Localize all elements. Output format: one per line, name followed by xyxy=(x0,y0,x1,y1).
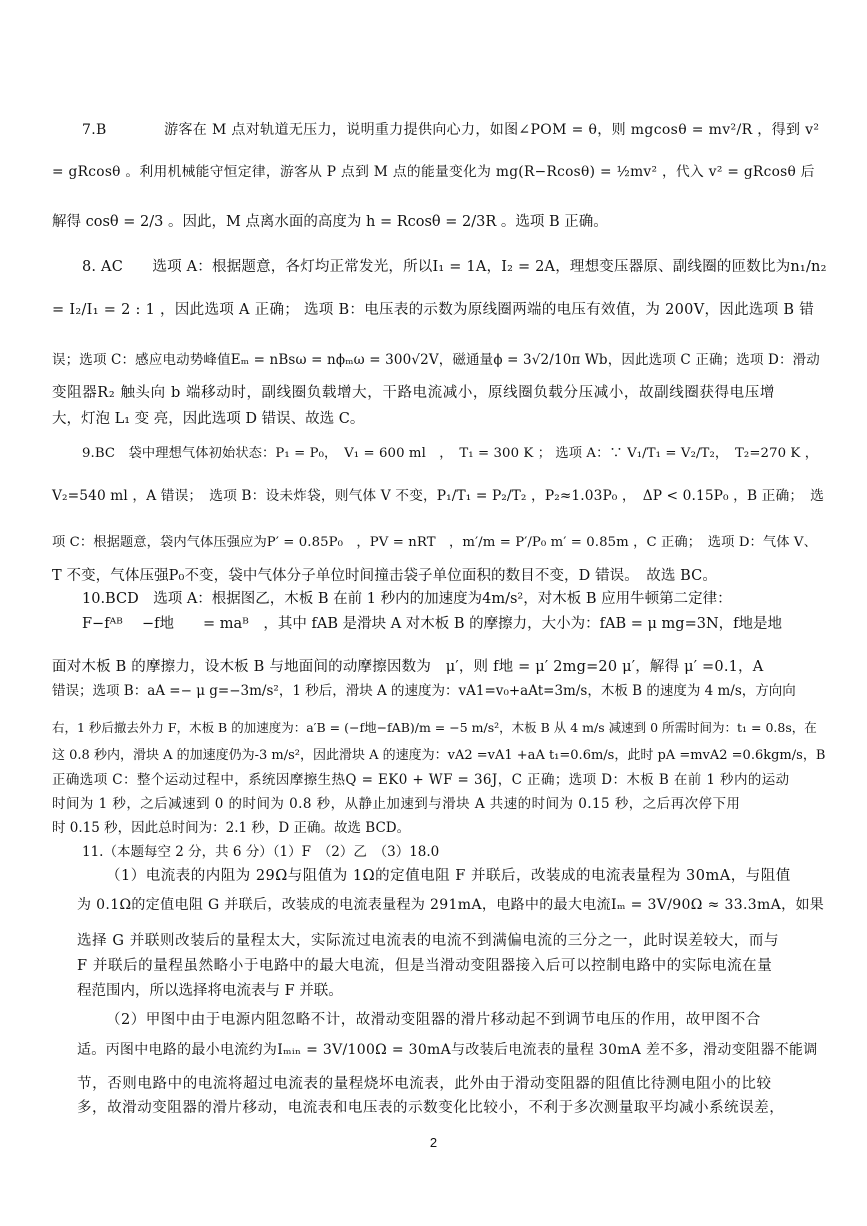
text-line: 这 0.8 秒内，滑块 A 的加速度仍为-3 m/s²，因此滑块 A 的速度为：vA2 =vA1 +aA t₁=0.6m/s，此时 pA =mvA2 =0.6kgm/s，B xyxy=(52,748,826,763)
text-line: 7.B 游客在 M 点对轨道无压力，说明重力提供向心力，如图∠POM = θ，则 mgcosθ = mv²/R ，得到 v² xyxy=(82,122,820,138)
text-line: 10.BCD 选项 A：根据图乙，木板 B 在前 1 秒内的加速度为4m/s²，对木板 B 应用牛顿第二定律： xyxy=(82,591,732,607)
text-line: 变阻器R₂ 触头向 b 端移动时，副线圈负载增大，干路电流减小，原线圈负载分压减小，故副线圈获得电压增 xyxy=(52,385,775,401)
text-line: V₂=540 ml ，A 错误； 选项 B：设未炸袋，则气体 V 不变，P₁/T₁ = P₂/T₂ ，P₂≈1.03P₀ ， ΔP < 0.15P₀ ，B 正确； 选 xyxy=(52,488,825,504)
text-line: （1）电流表的内阻为 29Ω与阻值为 1Ω的定值电阻 F 并联后，改装成的电流表量程为 30mA，与阻值 xyxy=(106,868,791,884)
text-line: 11.（本题每空 2 分，共 6 分）（1）F （2）乙 （3）18.0 xyxy=(82,844,440,860)
text-line: 正确选项 C：整个运动过程中，系统因摩擦生热Q = EK0 + WF = 36J，C 正确；选项 D：木板 B 在前 1 秒内的运动 xyxy=(52,772,790,788)
text-line: = gRcosθ 。利用机械能守恒定律，游客从 P 点到 M 点的能量变化为 mg(R−Rcosθ) = ½mv² ，代入 v² = gRcosθ 后 xyxy=(52,164,815,180)
text-line: 时间为 1 秒，之后减速到 0 的时间为 0.8 秒，从静止加速到与滑块 A 共速的时间为 0.15 秒，之后再次停下用 xyxy=(52,796,741,812)
text-line: 时 0.15 秒，因此总时间为：2.1 秒，D 正确。故选 BCD。 xyxy=(52,820,411,836)
text-line: （2）甲图中由于电源内阻忽略不计，故滑动变阻器的滑片移动起不到调节电压的作用，故甲图不合 xyxy=(106,1012,761,1028)
text-line: 面对木板 B 的摩擦力，设木板 B 与地面间的动摩擦因数为 μ′，则 f地 = μ′ 2mg=20 μ′，解得 μ′ =0.1，A xyxy=(52,659,764,675)
text-line: = I₂/I₁ = 2 : 1 ，因此选项 A 正确； 选项 B：电压表的示数为原线圈两端的电压有效值，为 200V，因此选项 B 错 xyxy=(52,302,815,318)
text-line: 节，否则电路中的电流将超过电流表的量程烧坏电流表，此外由于滑动变阻器的阻值比待测电阻小的比较 xyxy=(77,1076,772,1092)
text-line: 错误；选项 B：aA =− μ g=−3m/s²，1 秒后，滑块 A 的速度为：vA1=v₀+aAt=3m/s，木板 B 的速度为 4 m/s，方向向 xyxy=(52,683,796,699)
text-line: 误；选项 C：感应电动势峰值Eₘ = nBsω = nϕₘω = 300√2V，磁通量ϕ = 3√2/10π Wb，因此选项 C 正确；选项 D：滑动 xyxy=(52,352,820,368)
page-number: 2 xyxy=(429,1135,438,1150)
text-line: 适。丙图中电路的最小电流约为Iₘᵢₙ = 3V/100Ω = 30mA与改装后电流表的量程 30mA 差不多，滑动变阻器不能调 xyxy=(77,1042,818,1058)
text-line: 右，1 秒后撤去外力 F，木板 B 的加速度为：a′B = (−f地−fAB)/m = −5 m/s²，木板 B 从 4 m/s 减速到 0 所需时间为：t₁ = 0.8s，在 xyxy=(52,720,817,735)
text-line: F−fᴬᴮ −f地 = maᴮ ，其中 fAB 是滑块 A 对木板 B 的摩擦力，大小为：fAB = μ mg=3N，f地是地 xyxy=(82,616,782,632)
text-line: 9.BC 袋中理想气体初始状态：P₁ = P₀， V₁ = 600 ml ， T₁ = 300 K ； 选项 A：∵ V₁/T₁ = V₂/T₂， T₂=270 K ， xyxy=(82,446,819,461)
text-line: 多，故滑动变阻器的滑片移动，电流表和电压表的示数变化比较小，不利于多次测量取平均减小系统误差， xyxy=(77,1100,785,1116)
text-line: 大，灯泡 L₁ 变 亮，因此选项 D 错误、故选 C。 xyxy=(52,411,365,427)
text-line: 项 C：根据题意，袋内气体压强应为P′ = 0.85P₀ ，PV = nRT ，m′/m = P′/P₀ m′ = 0.85m ，C 正确； 选项 D：气体 V、 xyxy=(52,535,817,550)
text-line: 8. AC 选项 A：根据题意，各灯均正常发光，所以I₁ = 1A，I₂ = 2A，理想变压器原、副线圈的匝数比为n₁/n₂ xyxy=(82,259,827,275)
text-line: 程范围内，所以选择将电流表与 F 并联。 xyxy=(77,983,343,999)
text-line: F 并联后的量程虽然略小于电路中的最大电流，但是当滑动变阻器接入后可以控制电路中的实际电流在量 xyxy=(77,958,773,974)
text-line: 选择 G 并联则改装后的量程太大，实际流过电流表的电流不到满偏电流的三分之一，此时误差较大，而与 xyxy=(77,933,780,949)
text-line: 解得 cosθ = 2/3 。因此，M 点离水面的高度为 h = Rcosθ = 2/3R 。选项 B 正确。 xyxy=(52,214,608,230)
text-line: 为 0.1Ω的定值电阻 G 并联后，改装成的电流表量程为 291mA，电路中的最大电流Iₘ = 3V/90Ω ≈ 33.3mA，如果 xyxy=(77,897,825,913)
text-line: T 不变，气体压强P₀不变，袋中气体分子单位时间撞击袋子单位面积的数目不变，D 错误。 故选 BC。 xyxy=(52,568,717,584)
